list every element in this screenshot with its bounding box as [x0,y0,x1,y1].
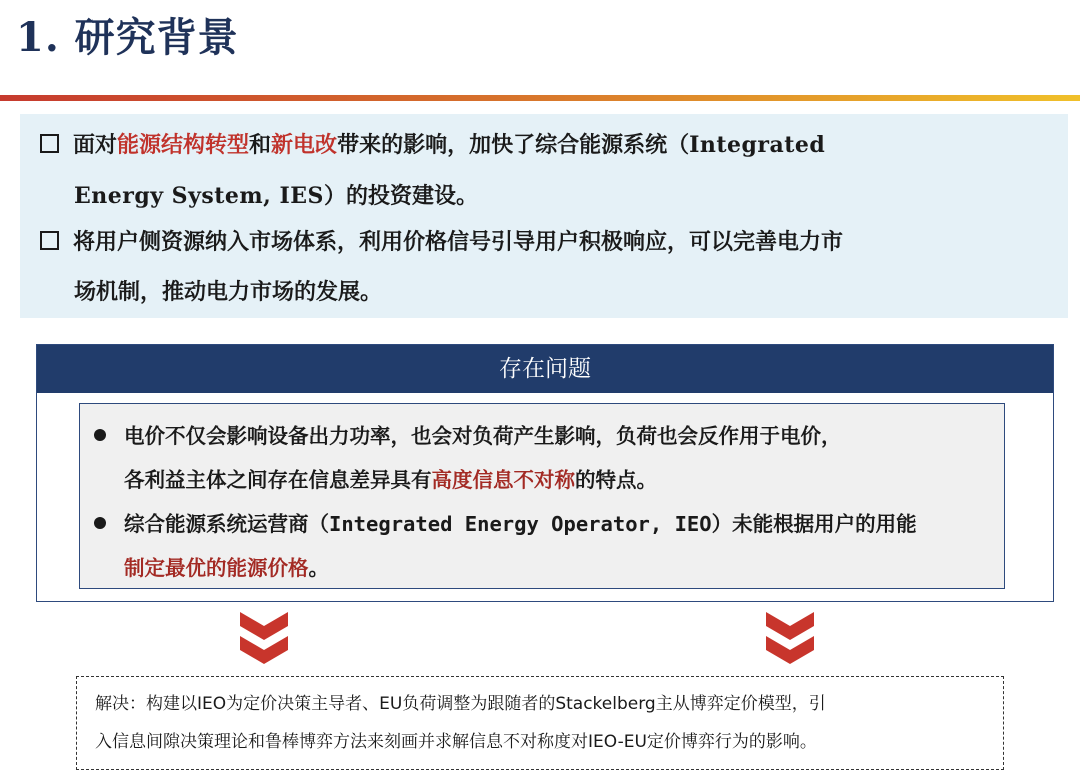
text-segment: ）未能根据用户的用能 [711,512,917,536]
problems-header: 存在问题 [37,345,1053,393]
problem-bullet-1 [94,414,994,502]
solution-line-2: 入信息间隙决策理论和鲁棒博弈方法来刻画并求解信息不对称度对IEO-EU定价博弈行为的影响。 [95,732,817,752]
text-segment: 电价不仅会影响设备出力功率，也会对负荷产生影响，负荷也会反作用于电价， [124,424,842,448]
bullet-icon [94,517,106,529]
background-paragraph-1 [40,120,1070,222]
title-underline-bar [0,95,1080,101]
text-segment: 的特点。 [575,468,657,492]
text-segment: 将用户侧资源纳入市场体系，利用价格信号引导用户积极响应，可以完善电力市 [73,230,844,255]
text-segment: 面对 [73,133,118,158]
solution-line-1: 解决：构建以IEO为定价决策主导者、EU负荷调整为跟随者的Stackelberg主从博弈定价模型，引 [95,694,826,714]
checkbox-icon [40,231,59,250]
text-segment: 各利益主体之间存在信息差异具有 [124,468,432,492]
highlight-energy-transition: 能源结构转型 [117,133,250,158]
text-segment: Integrated [689,132,826,158]
research-background-box [20,114,1068,318]
text-segment: ）的投资建设。 [323,184,478,209]
highlight-new-power-reform: 新电改 [271,133,338,158]
background-paragraph-2 [40,218,1070,318]
text-segment: Integrated Energy Operator, IEO [329,512,712,536]
bullet-icon [94,429,106,441]
text-segment: 综合能源系统运营商（ [124,512,329,536]
text-segment: 场机制，推动电力市场的发展。 [74,280,383,305]
text-segment: 和 [249,133,272,158]
solution-box [76,676,1004,770]
problem-bullet-2 [94,502,994,590]
highlight-information-asymmetry: 高度信息不对称 [431,468,575,492]
double-chevron-down-icon [234,608,294,668]
solution-text [95,685,995,761]
text-segment: 。 [308,556,329,580]
checkbox-icon [40,134,59,153]
page-title: 1. 研究背景 [16,14,239,61]
text-segment: 带来的影响，加快了综合能源系统（ [337,133,690,158]
problems-content [79,403,1005,589]
double-chevron-down-icon [760,608,820,668]
problems-panel [36,344,1054,602]
highlight-optimal-price: 制定最优的能源价格 [124,556,309,580]
text-segment: Energy System, IES [74,183,324,209]
